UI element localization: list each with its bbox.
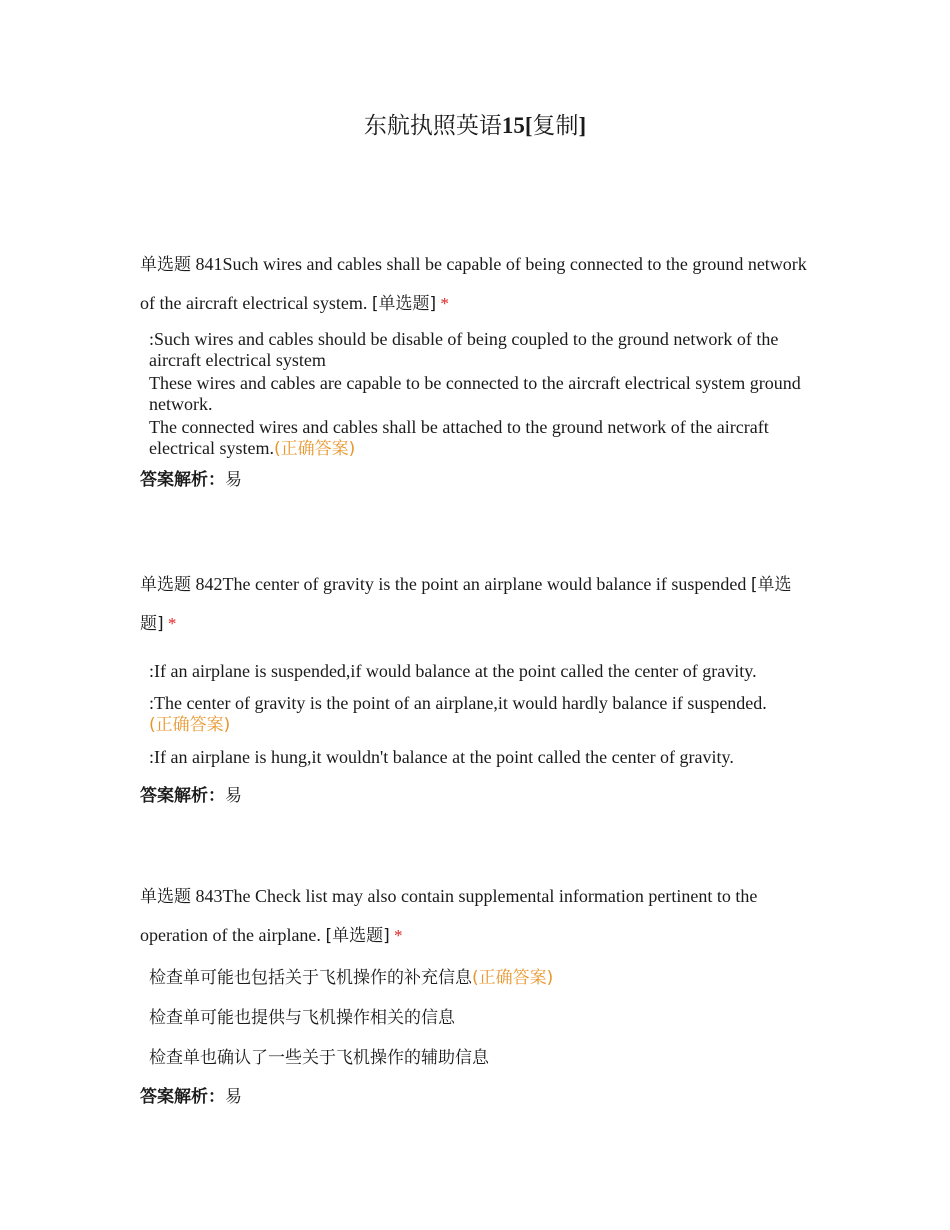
analysis-value: 易 bbox=[225, 470, 242, 490]
correct-answer-tag: (正确答案) bbox=[472, 968, 554, 988]
option-text: :If an airplane is hung,it wouldn't balance at the point called the center of gravity. bbox=[149, 747, 734, 767]
answer-analysis bbox=[140, 469, 810, 491]
question-text: 842The center of gravity is the point an airplane would balance if suspended bbox=[191, 574, 751, 594]
option-item[interactable] bbox=[149, 747, 810, 768]
option-text: These wires and cables are capable to be connected to the aircraft electrical system ground network. bbox=[149, 373, 801, 414]
question-type: 单选题 bbox=[140, 887, 191, 907]
question-842 bbox=[140, 565, 810, 807]
question-text: 843The Check list may also contain supplemental information pertinent to the operation of the airplane. bbox=[140, 886, 758, 945]
title-copy-label: 复制 bbox=[532, 113, 579, 138]
question-text: 841Such wires and cables shall be capable of being connected to the ground network of the aircraft electrical system. bbox=[140, 254, 807, 313]
title-number: 15 bbox=[501, 113, 525, 138]
title-close-bracket: ] bbox=[578, 113, 587, 138]
question-type: 单选题 bbox=[140, 255, 191, 275]
option-item[interactable] bbox=[149, 373, 810, 415]
question-tag: [单选题] bbox=[325, 926, 390, 946]
option-list bbox=[140, 329, 810, 460]
analysis-value: 易 bbox=[225, 1087, 242, 1107]
analysis-label: 答案解析： bbox=[140, 470, 225, 490]
page-title bbox=[0, 110, 950, 142]
analysis-value: 易 bbox=[225, 786, 242, 806]
option-list bbox=[140, 661, 810, 768]
option-text: :Such wires and cables should be disable of being coupled to the ground network of the aircraft electrical system bbox=[149, 329, 779, 370]
title-prefix: 东航执照英语 bbox=[363, 113, 502, 138]
answer-analysis bbox=[140, 785, 810, 807]
option-text: 检查单也确认了一些关于飞机操作的辅助信息 bbox=[149, 1048, 489, 1068]
required-star: * bbox=[163, 614, 177, 633]
option-item[interactable] bbox=[149, 661, 810, 682]
analysis-label: 答案解析： bbox=[140, 1087, 225, 1107]
question-843 bbox=[140, 877, 810, 1108]
option-text: 检查单可能也包括关于飞机操作的补充信息 bbox=[149, 968, 472, 988]
option-item[interactable] bbox=[149, 1047, 810, 1069]
option-text: 检查单可能也提供与飞机操作相关的信息 bbox=[149, 1008, 455, 1028]
analysis-label: 答案解析： bbox=[140, 786, 225, 806]
correct-answer-tag: (正确答案) bbox=[149, 715, 231, 735]
question-tag: [单选题] bbox=[140, 575, 792, 634]
option-text: :If an airplane is suspended,if would balance at the point called the center of gravity. bbox=[149, 661, 757, 681]
question-stem bbox=[140, 565, 810, 643]
option-text: :The center of gravity is the point of an airplane,it would hardly balance if suspended. bbox=[149, 693, 767, 713]
option-list bbox=[140, 967, 810, 1069]
option-text: The connected wires and cables shall be attached to the ground network of the aircraft electrical system. bbox=[149, 417, 769, 458]
option-item[interactable] bbox=[149, 967, 810, 989]
question-tag: [单选题] bbox=[371, 294, 437, 314]
answer-analysis bbox=[140, 1086, 810, 1108]
correct-answer-tag: (正确答案) bbox=[273, 439, 356, 459]
option-item[interactable] bbox=[149, 417, 810, 460]
option-item[interactable] bbox=[149, 693, 810, 736]
title-open-bracket: [ bbox=[524, 113, 533, 138]
required-star: * bbox=[389, 926, 403, 945]
question-type: 单选题 bbox=[140, 575, 191, 595]
question-stem bbox=[140, 245, 810, 323]
required-star: * bbox=[436, 294, 449, 313]
question-841 bbox=[140, 245, 810, 491]
option-item[interactable] bbox=[149, 329, 810, 371]
option-item[interactable] bbox=[149, 1007, 810, 1029]
question-stem bbox=[140, 877, 810, 955]
